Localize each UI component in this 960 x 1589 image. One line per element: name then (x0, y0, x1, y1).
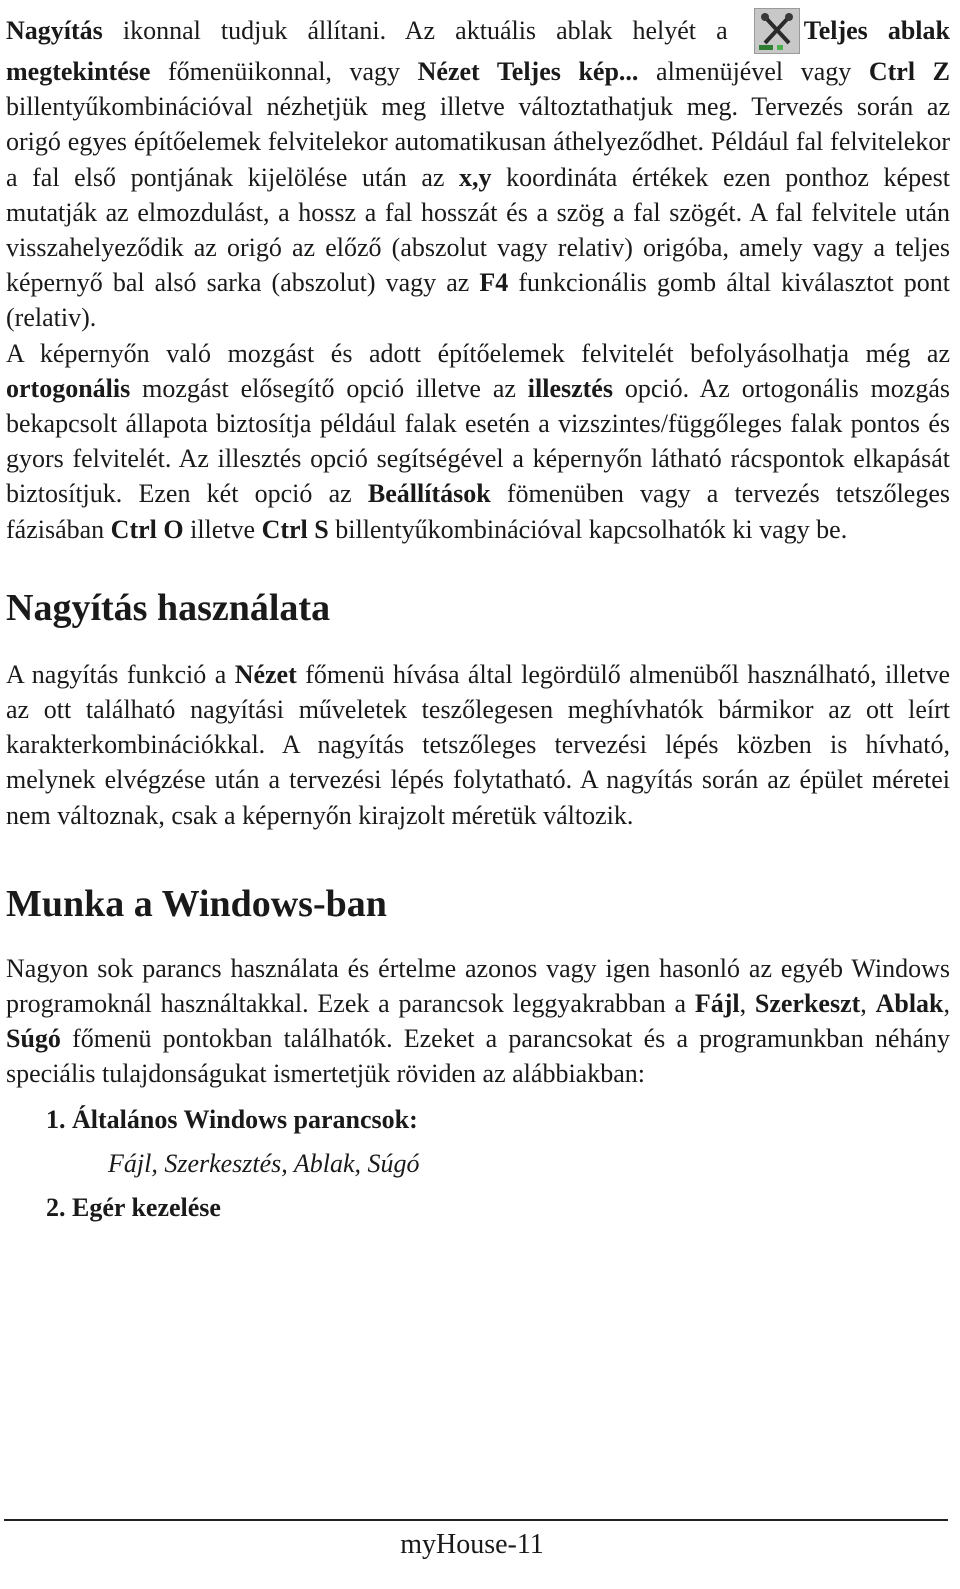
document-page (6, 8, 950, 1230)
windows-paragraph (6, 951, 950, 1092)
term-beallitasok: Beállítások (367, 479, 491, 509)
term-f4: F4 (479, 268, 509, 298)
text-segment: funkcionális gomb által kiválasztot pont (relativ). (6, 268, 951, 333)
term-ctrl-s: Ctrl S (261, 514, 329, 544)
term-nezet: Nézet (234, 659, 297, 689)
text-segment: , (860, 989, 876, 1019)
term-illesztes: illesztés (527, 373, 613, 403)
text-segment: mozgást elősegítő opció illetve az (130, 373, 528, 403)
text-segment: A képernyőn való mozgást és adott építőelemek felvitelét befolyásolhatja még az (6, 338, 950, 368)
term-xy: x,y (459, 162, 492, 192)
text-segment: koordináta értékek ezen ponthoz képest mutatják az elmozdulást, a hossz a fal hosszát és a szög a fal szögét. A fal felvitele után visszahelyeződik az origó az előző (abszolut vagy relativ) origóba, amely vagy a teljes képernyő bal alsó sarka (abszolut) vagy az (6, 162, 950, 298)
term-nagyitas: Nagyítás (6, 16, 103, 45)
term-ctrl-o: Ctrl O (110, 514, 184, 544)
list-item: 2. Egér kezelése (46, 1192, 221, 1222)
text-segment: , (943, 989, 951, 1019)
text-segment: , (739, 989, 755, 1019)
term-szerkeszt: Szerkeszt (754, 989, 861, 1019)
list-item-sublabel: Fájl, Szerkesztés, Ablak, Súgó (108, 1148, 420, 1178)
term-ctrl-z: Ctrl Z (868, 57, 950, 86)
zoom-paragraph (6, 657, 950, 833)
section-heading-zoom: Nagyítás használata (6, 586, 331, 629)
intro-paragraph (6, 8, 950, 336)
term-ortogonalis: ortogonális (6, 373, 131, 403)
windows-topics-list (6, 1098, 950, 1230)
list-item: 1. Általános Windows parancsok: (46, 1104, 418, 1134)
footer-divider (4, 1519, 948, 1521)
term-ablak: Ablak (875, 989, 944, 1019)
text-segment: fömenüben vagy a tervezés tetszőleges fázisában (6, 479, 950, 544)
text-segment: főmenü pontokban találhatók. Ezeket a parancsokat és a programunkban néhány speciális tulajdonságukat ismertetjük röviden az alábbiakban: (6, 1024, 950, 1089)
term-fajl: Fájl (694, 989, 740, 1019)
term-full-view: Teljes ablak megtekintése (6, 16, 950, 86)
text-segment: ikonnal tudjuk állítani. Az aktuális ablak helyét a (102, 16, 748, 45)
text-segment: opció. Az ortogonális mozgás bekapcsolt állapota biztosítja például falak esetén a vizszintes/függőleges falak pontos és gyors felvitelét. Az illesztés opció segítségével a képernyőn látható rácspontok elkapását biztosítjuk. Ezen két opció az (6, 373, 950, 509)
page-footer: myHouse-11 (400, 1529, 544, 1560)
term-sugo: Súgó (6, 1024, 61, 1054)
text-segment: főmenü hívása által legördülő almenüből használható, illetve az ott található nagyítási műveletek teszőlegesen meghívhatók bármikor az ott leírt karakterkombinációkkal. A nagyítás tetszőleges tervezési lépés közben is hívható, melynek elvégzése után a tervezési lépés folytatható. A nagyítás során az épület méretei nem változnak, csak a képernyőn kirajzolt méretük változik. (6, 659, 950, 830)
term-menu-view-full: Nézet Teljes kép... (417, 57, 639, 86)
text-segment: Nagyon sok parancs használata és értelme azonos vagy igen hasonló az egyéb Windows programoknál használtakkal. Ezek a parancsok leggyakrabban a (6, 953, 950, 1019)
text-segment: almenüjével vagy (638, 57, 869, 86)
text-segment: illetve (183, 514, 262, 544)
full-view-tool-icon (754, 8, 800, 54)
section-heading-windows: Munka a Windows-ban (6, 882, 387, 925)
text-segment: A nagyítás funkció a (6, 659, 235, 689)
text-segment: billentyűkombinációval nézhetjük meg illetve változtathatjuk meg. Tervezés során az origó egyes építőelemek felvitelekor automatikusan áthelyeződhet. Például fal felvitelekor a fal első pontjának kijelölése után az (6, 92, 950, 192)
text-segment: billentyűkombinációval kapcsolhatók ki vagy be. (328, 514, 848, 544)
options-paragraph (6, 336, 950, 547)
text-segment: főmenüikonnal, vagy (150, 57, 418, 86)
